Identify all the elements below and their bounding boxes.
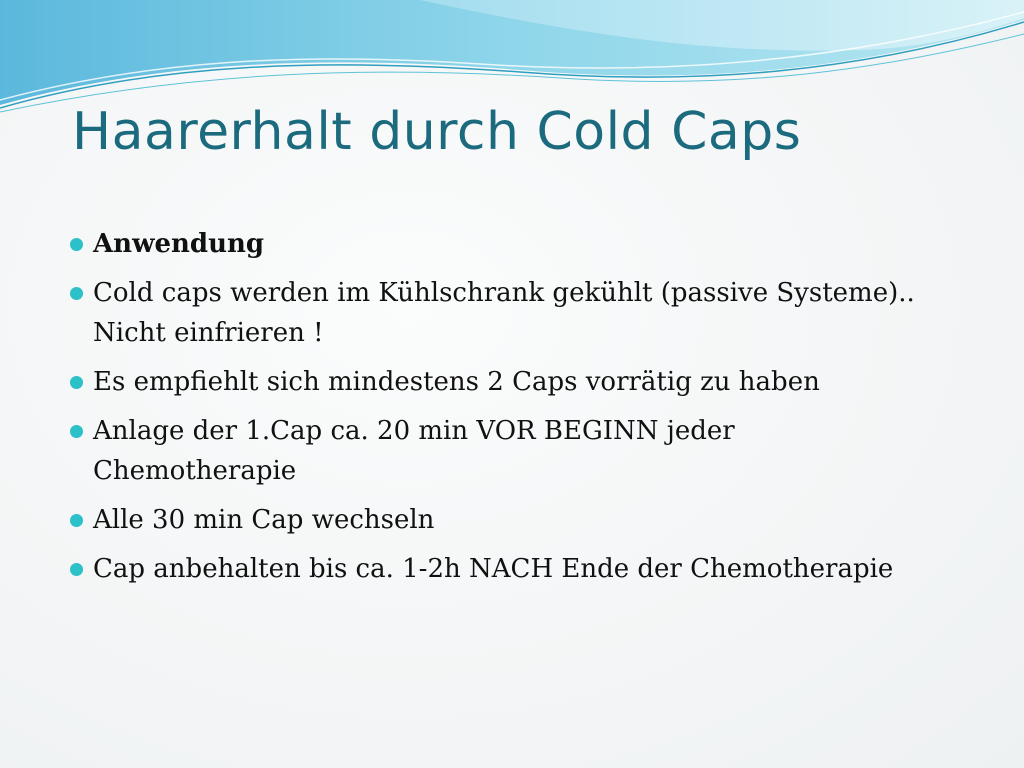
bullet-text: Anlage der 1.Cap ca. 20 min VOR BEGINN jeder Chemotherapie: [93, 416, 735, 486]
bullet-item: [64, 362, 944, 402]
bullet-item: [64, 224, 944, 264]
bullet-text: Cold caps werden im Kühlschrank gekühlt (passive Systeme).. Nicht einfrieren !: [93, 278, 915, 348]
bullet-text: Cap anbehalten bis ca. 1-2h NACH Ende der Chemotherapie: [93, 554, 894, 584]
bullet-item: [64, 273, 944, 353]
bullet-item: [64, 549, 944, 589]
bullet-dot-icon: [70, 514, 83, 527]
bullet-dot-icon: [70, 425, 83, 438]
bullet-text: Alle 30 min Cap wechseln: [93, 505, 435, 535]
bullet-item: [64, 411, 944, 491]
bullet-dot-icon: [70, 238, 83, 251]
bullet-dot-icon: [70, 563, 83, 576]
bullet-item: [64, 500, 944, 540]
bullet-list: [64, 224, 944, 598]
bullet-text: Anwendung: [93, 229, 265, 259]
bullet-dot-icon: [70, 376, 83, 389]
slide-title: Haarerhalt durch Cold Caps: [72, 102, 802, 162]
bullet-text: Es empfiehlt sich mindestens 2 Caps vorrätig zu haben: [93, 367, 820, 397]
bullet-dot-icon: [70, 287, 83, 300]
